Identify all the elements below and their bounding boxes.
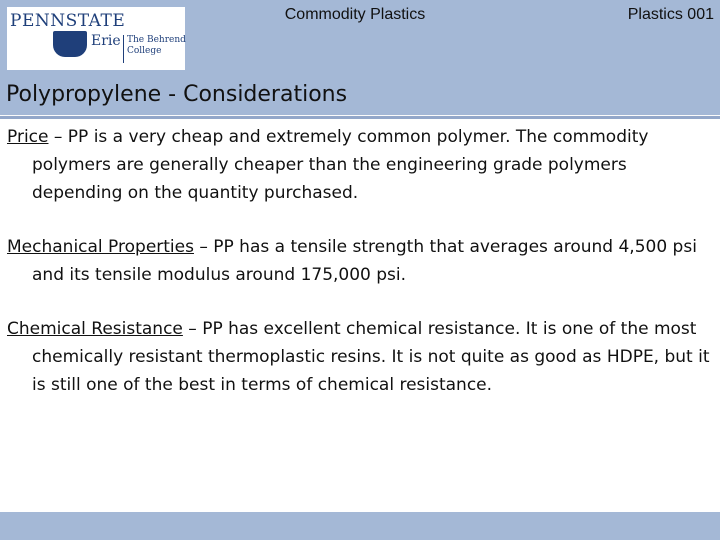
paragraph-term: Price (7, 127, 49, 147)
header-course-code: Plastics 001 (627, 6, 714, 23)
paragraph-body: – PP has excellent chemical resistance. It is one of the most chemically resistant thermoplastic resins. It is not quite as good as HDPE, but it is still one of the best in terms of chemical resistance. (32, 319, 710, 395)
slide-title: Polypropylene - Considerations (6, 82, 348, 107)
pennstate-behrend-logo (7, 7, 185, 70)
paragraph-chemical-resistance (0, 315, 720, 399)
content-area (0, 116, 720, 514)
logo-college-line1: The Behrend (127, 35, 186, 45)
logo-campus: Erie (91, 33, 121, 49)
logo-college-line2: College (127, 46, 162, 56)
paragraph-price (0, 123, 720, 207)
paragraph-body: – PP is a very cheap and extremely common polymer. The commodity polymers are generally cheaper than the engineering grade polymers depending on the quantity purchased. (32, 127, 649, 203)
paragraph-mechanical-properties (0, 233, 720, 289)
header-course-topic: Commodity Plastics (284, 6, 426, 23)
paragraph-term: Chemical Resistance (7, 319, 183, 339)
logo-year: 1855 (62, 50, 78, 57)
paragraph-term: Mechanical Properties (7, 237, 194, 257)
header-band (0, 0, 720, 115)
paragraph-body: – PP has a tensile strength that averages around 4,500 psi and its tensile modulus around 175,000 psi. (32, 237, 697, 285)
logo-college (127, 35, 187, 57)
footer-band (0, 512, 720, 540)
logo-divider (123, 35, 124, 63)
logo-institution: PENNSTATE (10, 11, 126, 31)
